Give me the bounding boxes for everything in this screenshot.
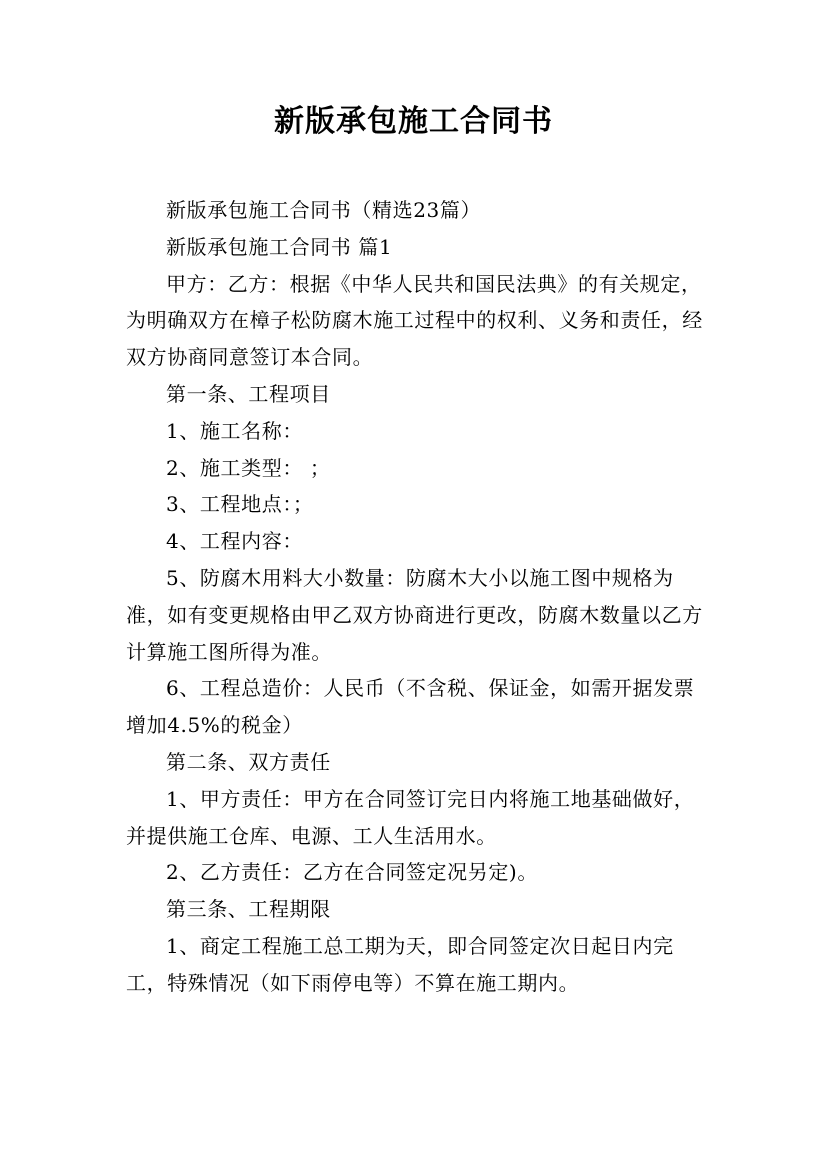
article-3-item-1: 1、商定工程施工总工期为天，即合同签定次日起日内完工，特殊情况（如下雨停电等）不算在施工期内。 bbox=[126, 933, 674, 995]
article-1-item-1: 1、施工名称： bbox=[166, 418, 303, 443]
article-2-item-1: 1、甲方责任：甲方在合同签订完日内将施工地基础做好，并提供施工仓库、电源、工人生活用水。 bbox=[126, 786, 695, 848]
article-1-item-6: 6、工程总造价：人民币（不含税、保证金，如需开据发票增加4.5%的税金） bbox=[126, 676, 695, 738]
paragraph-preamble: 甲方：乙方：根据《中华人民共和国民法典》的有关规定，为明确双方在樟子松防腐木施工过程中的权利、义务和责任，经双方协商同意签订本合同。 bbox=[126, 271, 703, 370]
article-1-item-5: 5、防腐木用料大小数量：防腐木大小以施工图中规格为准，如有变更规格由甲乙双方协商进行更改，防腐木数量以乙方计算施工图所得为准。 bbox=[126, 565, 703, 664]
article-1-item-3: 3、工程地点：； bbox=[166, 492, 314, 517]
article-1-heading: 第一条、工程项目 bbox=[166, 381, 331, 406]
article-3-heading: 第三条、工程期限 bbox=[166, 897, 331, 922]
document-title: 新版承包施工合同书 bbox=[274, 104, 553, 139]
article-1-item-4: 4、工程内容： bbox=[166, 529, 303, 554]
article-2-heading: 第二条、双方责任 bbox=[166, 749, 331, 774]
paragraph-section-heading: 新版承包施工合同书 篇1 bbox=[166, 234, 393, 259]
article-1-item-2: 2、施工类型： ； bbox=[166, 455, 331, 480]
document-body bbox=[126, 192, 706, 1002]
article-2-item-2: 2、乙方责任：乙方在合同签定况另定)。 bbox=[166, 860, 538, 885]
paragraph-subtitle: 新版承包施工合同书（精选23篇） bbox=[166, 198, 482, 222]
